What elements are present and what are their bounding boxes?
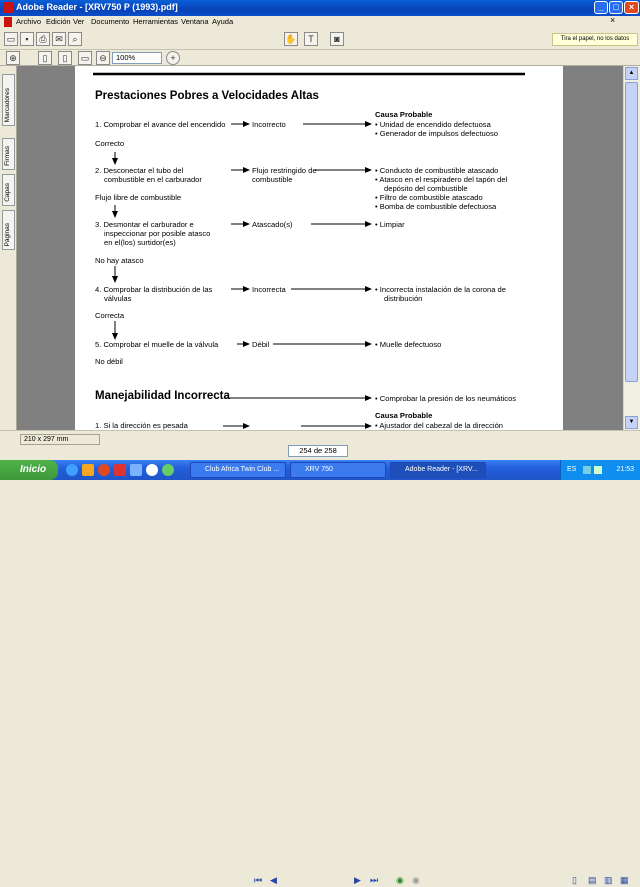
step-4-result: Incorrecta: [252, 285, 286, 294]
start-button[interactable]: Inicio: [0, 460, 58, 480]
ie-quicklaunch-icon[interactable]: [66, 464, 78, 476]
scroll-up-icon[interactable]: ▲: [625, 67, 638, 80]
scroll-thumb[interactable]: [625, 82, 638, 382]
step-5-cause: • Muelle defectuoso: [375, 340, 442, 349]
step-2-text: combustible en el carburador: [104, 175, 202, 184]
messenger-quicklaunch-icon[interactable]: [162, 464, 174, 476]
task-xrv750[interactable]: XRV 750: [290, 462, 386, 478]
email-icon[interactable]: ✉: [52, 32, 66, 46]
scroll-down-icon[interactable]: ▼: [625, 416, 638, 429]
next-page-icon[interactable]: ▶: [354, 875, 361, 885]
step-4-text: válvulas: [104, 294, 132, 303]
first-page-icon[interactable]: ⏮: [254, 875, 263, 885]
task-adobe-reader[interactable]: Adobe Reader - [XRV...: [390, 462, 486, 478]
title-bar: [0, 0, 640, 16]
tip-banner[interactable]: Tira el papel, no los datos: [552, 33, 638, 46]
step-3-ok: No hay atasco: [95, 256, 144, 265]
step-5-text: 5. Comprobar el muelle de la válvula: [95, 340, 219, 349]
step-2-cause: • Bomba de combustible defectuosa: [375, 202, 497, 211]
tab-capas-label: Capas: [4, 183, 11, 202]
tab-capas[interactable]: [2, 174, 15, 206]
step-3-cause: • Limpiar: [375, 220, 405, 229]
menu-ver[interactable]: Ver: [73, 17, 85, 26]
step-1-ok: Correcto: [95, 139, 125, 148]
menu-ventana[interactable]: Ventana: [181, 17, 209, 26]
page-size: 210 x 297 mm: [20, 434, 100, 445]
tab-firmas-label: Firmas: [4, 146, 11, 166]
tire-pressure-cause: • Comprobar la presión de los neumáticos: [375, 394, 517, 403]
last-page-icon[interactable]: ⏭: [370, 875, 379, 885]
menu-herramientas[interactable]: Herramientas: [133, 17, 179, 26]
tab-marcadores[interactable]: [2, 74, 15, 126]
section-heading-manejabilidad: Manejabilidad Incorrecta: [95, 390, 230, 402]
step-3-text: en el(los) surtidor(es): [104, 238, 176, 247]
step-5-ok: No débil: [95, 357, 123, 366]
step-4-cause: distribución: [384, 294, 423, 303]
document-viewer[interactable]: [17, 66, 623, 430]
task-club-africa[interactable]: Club Africa Twin Club ...: [190, 462, 286, 478]
step-2-result: Flujo restringido de: [252, 166, 317, 175]
main-toolbar: [0, 28, 640, 50]
previous-page-icon[interactable]: ◀: [270, 875, 277, 885]
pdf-document-icon: [4, 17, 12, 27]
step-1-cause: • Unidad de encendido defectuosa: [375, 120, 491, 129]
menu-archivo[interactable]: Archivo: [16, 17, 42, 26]
step-4-text: 4. Comprobar la distribución de las: [95, 285, 213, 294]
go-back-icon[interactable]: ◉: [396, 875, 404, 885]
section-heading-prestaciones: Prestaciones Pobres a Velocidades Altas: [95, 90, 319, 102]
window-title: Adobe Reader - [XRV750 P (1993).pdf]: [16, 2, 178, 12]
zoom-in-icon[interactable]: ⊕: [6, 51, 20, 65]
step-2-cause: • Conducto de combustible atascado: [375, 166, 499, 175]
continuous-facing-icon[interactable]: ▦: [620, 875, 629, 885]
menu-edicion[interactable]: Edición: [46, 17, 71, 26]
step-2-ok: Flujo libre de combustible: [95, 193, 182, 202]
navigation-panel: [0, 66, 17, 430]
media-quicklaunch-icon[interactable]: [146, 464, 158, 476]
step-5-result: Débil: [252, 340, 270, 349]
language-indicator[interactable]: ES: [567, 466, 577, 473]
single-page-layout-icon[interactable]: ▯: [572, 875, 577, 885]
zoom-plus-icon[interactable]: +: [166, 51, 180, 65]
network-icon[interactable]: [583, 466, 591, 474]
firefox-quicklaunch-icon[interactable]: [98, 464, 110, 476]
minimize-button[interactable]: _: [594, 1, 608, 14]
menu-bar: [0, 16, 640, 28]
pdf-page: [75, 66, 563, 430]
fit-page-icon[interactable]: ▯: [58, 51, 72, 65]
step-2-cause: • Atasco en el respiradero del tapón del: [375, 175, 508, 184]
snapshot-icon[interactable]: ◙: [330, 32, 344, 46]
clock[interactable]: 21:53: [616, 466, 634, 473]
fit-width-icon[interactable]: ▭: [78, 51, 92, 65]
desktop-quicklaunch-icon[interactable]: [130, 464, 142, 476]
tab-paginas[interactable]: [2, 210, 15, 250]
facing-layout-icon[interactable]: ▥: [604, 875, 613, 885]
go-forward-icon[interactable]: ◉: [412, 875, 420, 885]
step-1-result: Incorrecto: [252, 120, 286, 129]
step-3-text: 3. Desmontar el carburador e: [95, 220, 194, 229]
folder-quicklaunch-icon[interactable]: [82, 464, 94, 476]
step-2-cause: depósito del combustible: [384, 184, 468, 193]
tab-marcadores-label: Marcadores: [4, 87, 11, 122]
continuous-layout-icon[interactable]: ▤: [588, 875, 597, 885]
zoom-select[interactable]: 100%: [112, 52, 162, 64]
single-page-icon[interactable]: ▯: [38, 51, 52, 65]
save-icon[interactable]: ▪: [20, 32, 34, 46]
causa-probable-label: Causa Probable: [375, 110, 433, 119]
hand-tool-icon[interactable]: ✋: [285, 34, 297, 44]
view-toolbar: [0, 50, 640, 66]
zoom-out-icon[interactable]: ⊖: [96, 51, 110, 65]
tab-firmas[interactable]: [2, 138, 15, 170]
open-icon[interactable]: ▭: [4, 32, 18, 46]
causa-probable-label: Causa Probable: [375, 411, 433, 420]
handling-step-1: 1. Si la dirección es pesada: [95, 421, 188, 430]
step-2-cause: • Filtro de combustible atascado: [375, 193, 483, 202]
adobe-reader-icon: [3, 2, 14, 13]
step-3-result: Atascado(s): [252, 220, 293, 229]
menu-ayuda[interactable]: Ayuda: [212, 17, 234, 26]
step-1-text: 1. Comprobar el avance del encendido: [95, 120, 226, 129]
document-close-icon[interactable]: ×: [610, 15, 616, 25]
step-2-result: combustible: [252, 175, 293, 184]
close-button[interactable]: ×: [624, 1, 639, 14]
system-tray: [560, 460, 640, 480]
tab-paginas-label: Páginas: [4, 222, 11, 246]
select-text-icon[interactable]: T: [304, 32, 318, 46]
step-2-text: 2. Desconectar el tubo del: [95, 166, 184, 175]
quicklaunch-icon[interactable]: [114, 464, 126, 476]
step-1-cause: • Generador de impulsos defectuoso: [375, 129, 498, 138]
step-4-cause: • Incorrecta instalación de la corona de: [375, 285, 506, 294]
page-number-field[interactable]: 254 de 258: [288, 445, 348, 457]
menu-documento[interactable]: Documento: [91, 17, 130, 26]
handling-cause: • Ajustador del cabezal de la dirección: [375, 421, 504, 430]
search-icon[interactable]: ⌕: [68, 32, 82, 46]
step-4-ok: Correcta: [95, 311, 125, 320]
maximize-button[interactable]: □: [609, 1, 623, 14]
volume-icon[interactable]: [594, 466, 602, 474]
step-3-text: inspeccionar por posible atasco: [104, 229, 211, 238]
print-icon[interactable]: ⎙: [36, 32, 50, 46]
